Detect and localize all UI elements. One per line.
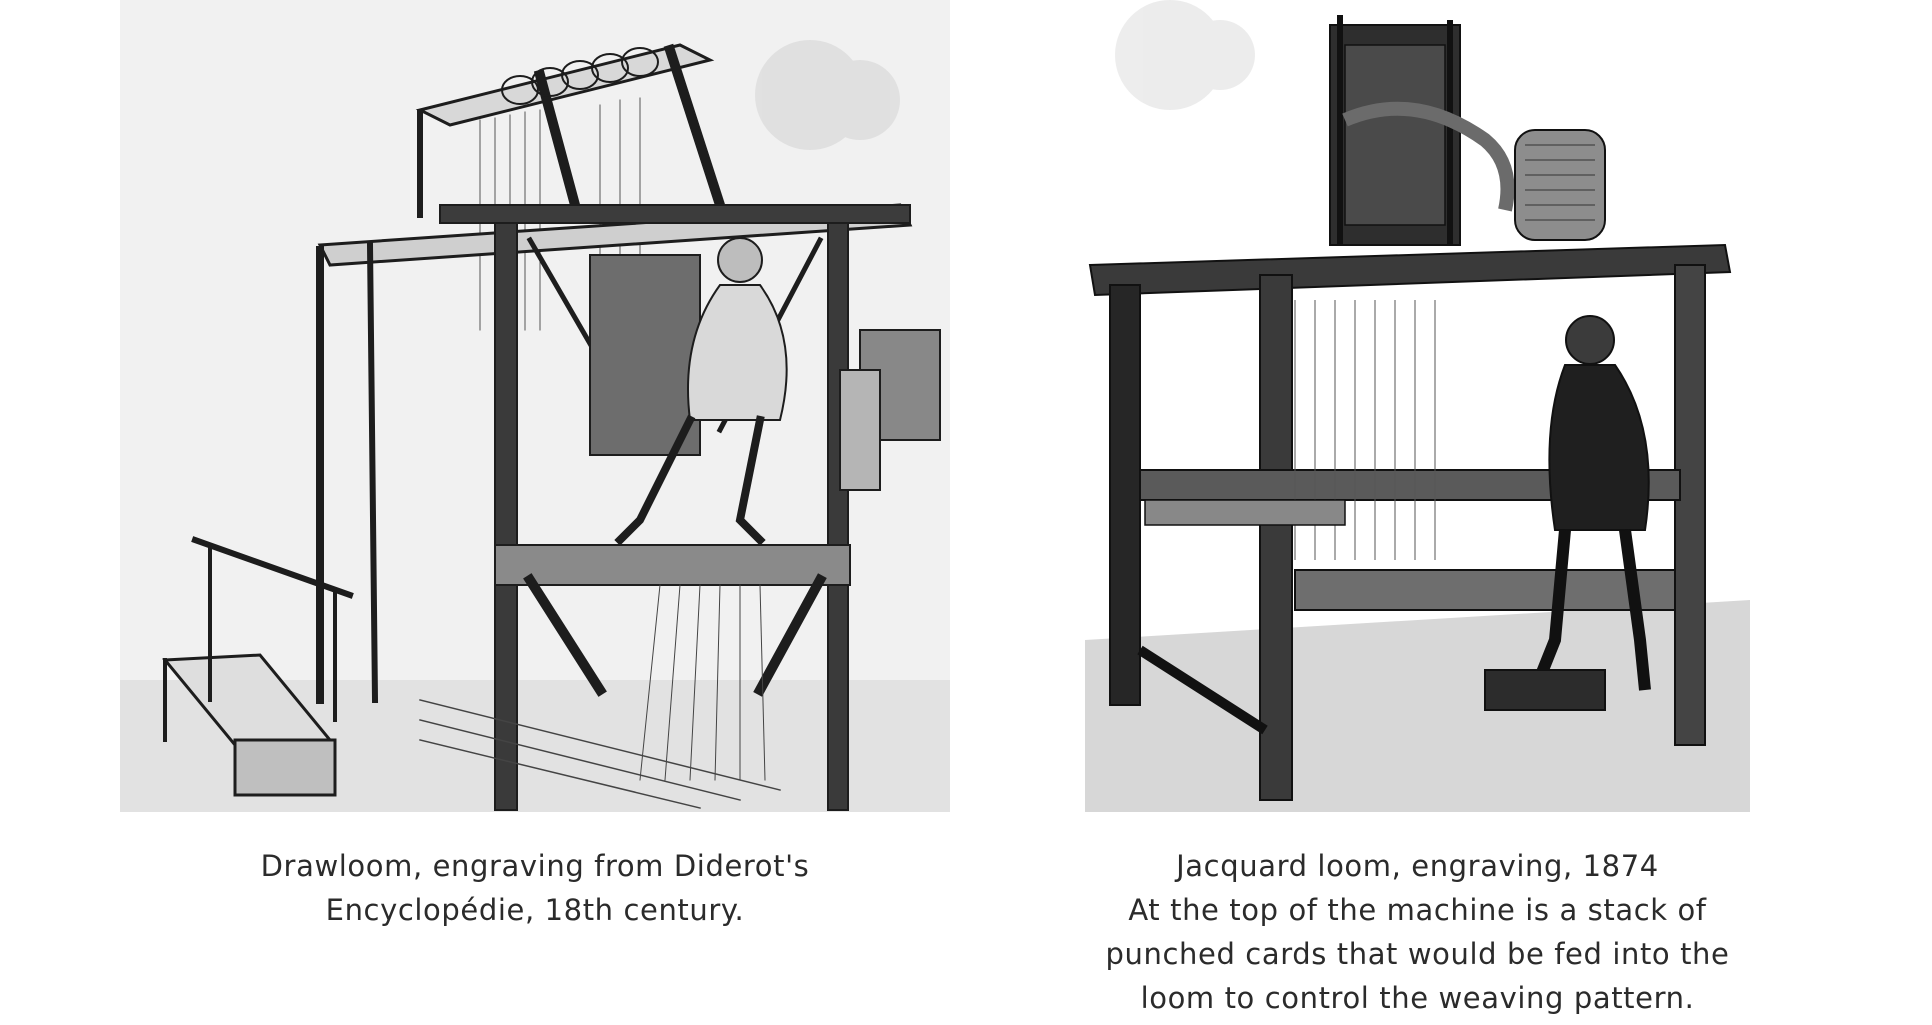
- drawloom-engraving-icon: [120, 0, 950, 812]
- caption-line: punched cards that would be fed into the: [1105, 937, 1730, 971]
- jacquard-loom-engraving-icon: [1085, 0, 1750, 812]
- figure-caption: [1055, 844, 1780, 1020]
- caption-line: At the top of the machine is a stack of: [1128, 893, 1707, 927]
- figure-caption: [120, 844, 950, 932]
- caption-line: Drawloom, engraving from Diderot's: [260, 849, 810, 883]
- figure-jacquard-loom: [1085, 0, 1750, 1020]
- figure-drawloom: [120, 0, 950, 932]
- caption-line: loom to control the weaving pattern.: [1140, 981, 1695, 1015]
- caption-line: Encyclopédie, 18th century.: [325, 893, 745, 927]
- caption-line: Jacquard loom, engraving, 1874: [1176, 849, 1659, 883]
